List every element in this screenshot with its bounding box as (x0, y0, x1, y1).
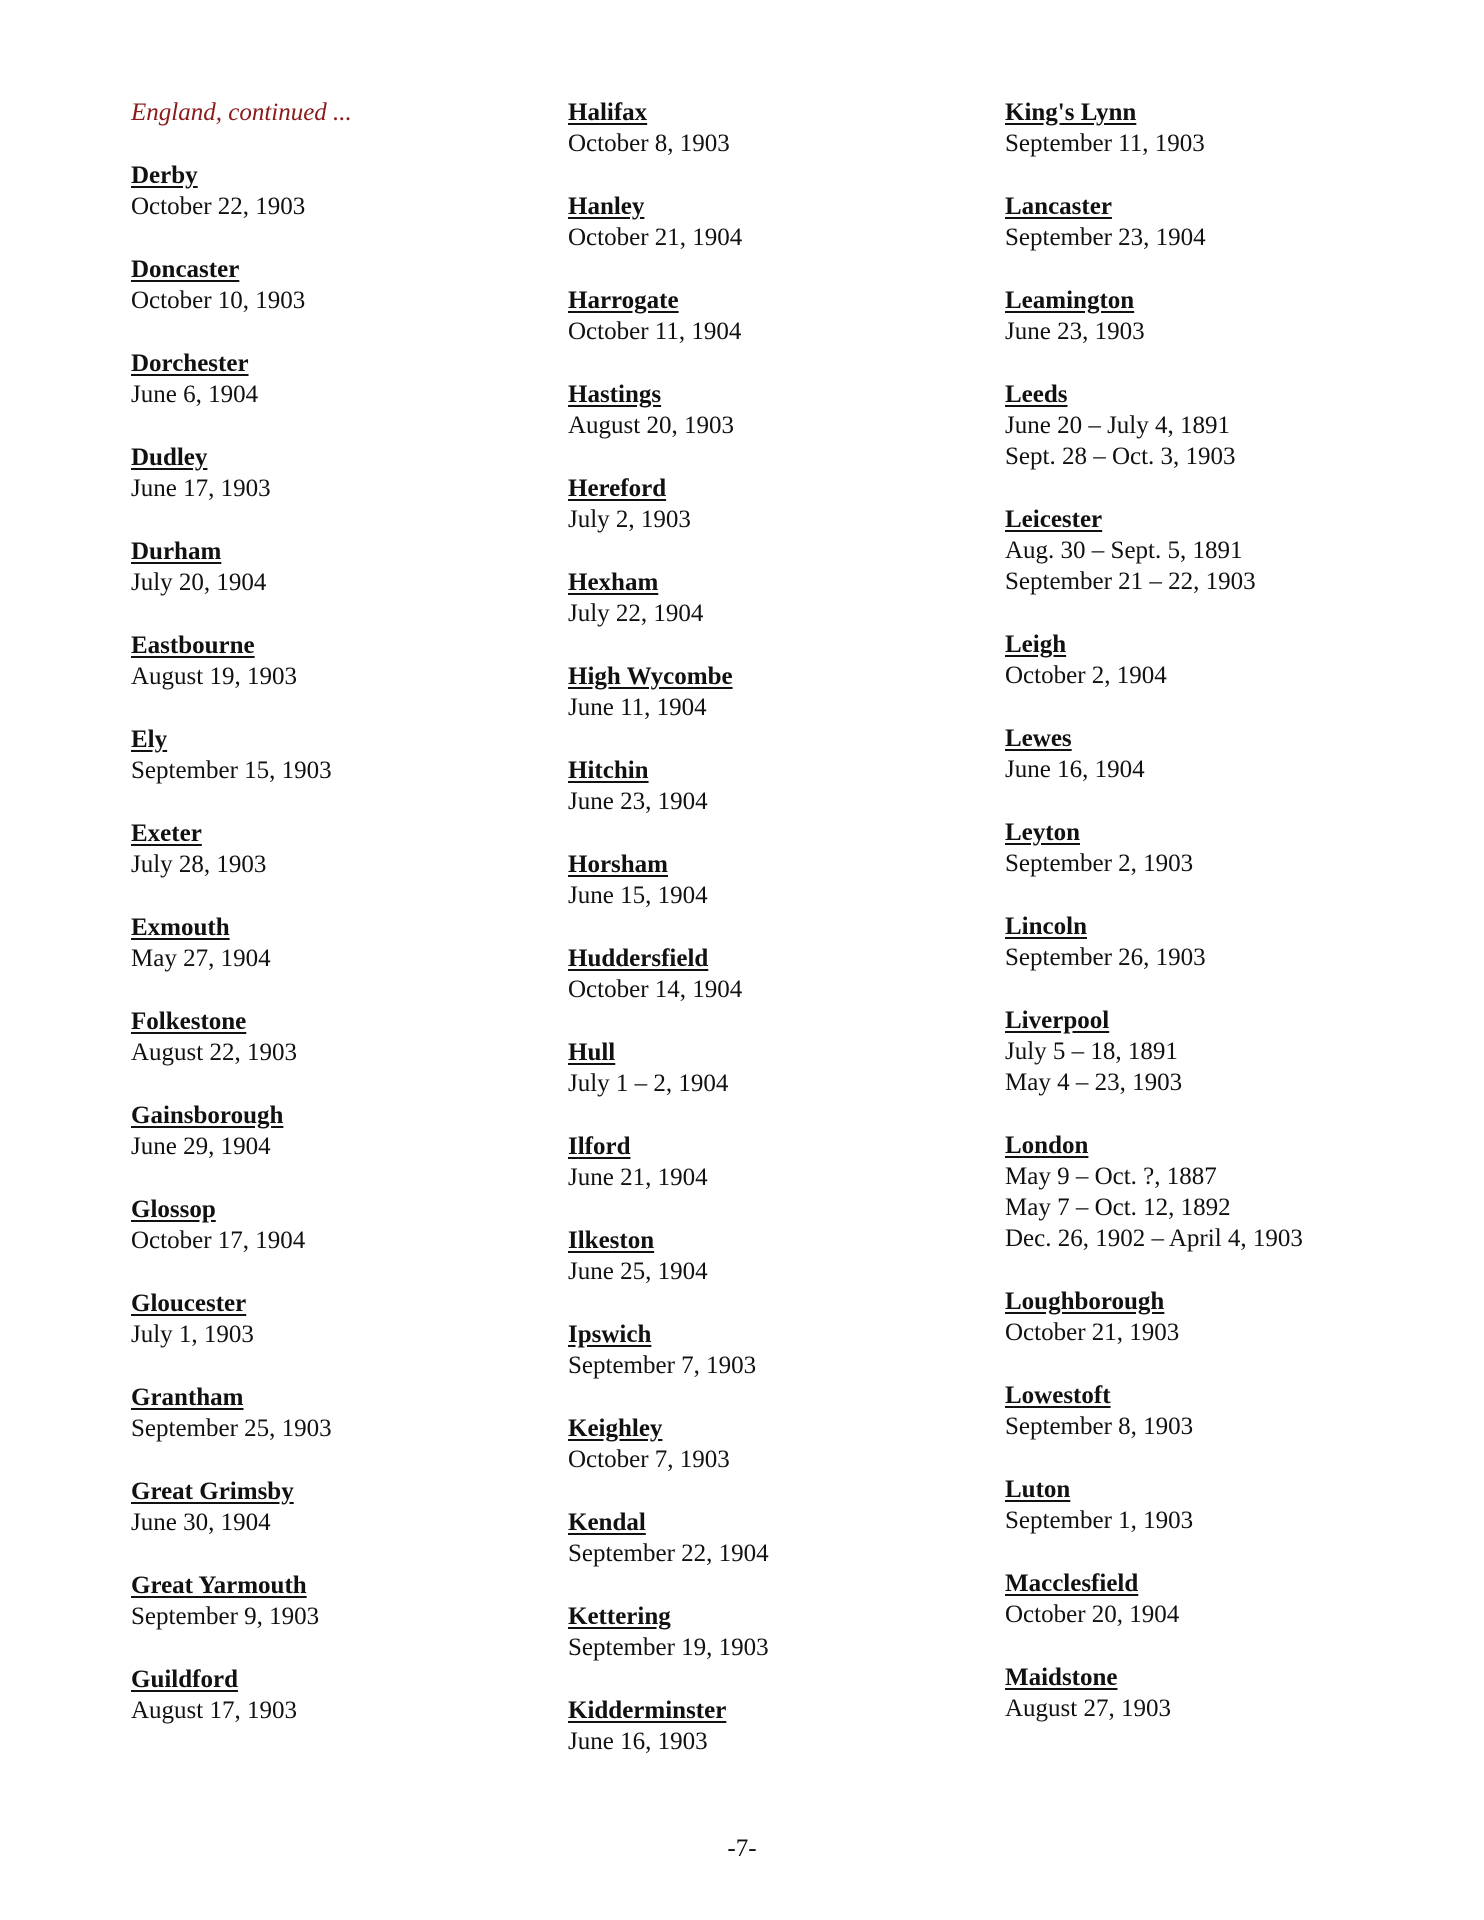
city-name: Hitchin (568, 757, 649, 784)
city-name: Harrogate (568, 287, 679, 314)
visit-date: October 21, 1904 (568, 224, 743, 251)
visit-date: August 19, 1903 (131, 663, 297, 690)
city-name: Ely (131, 726, 168, 753)
visit-date: September 25, 1903 (131, 1415, 332, 1442)
visit-date: October 17, 1904 (131, 1227, 306, 1254)
city-name: Huddersfield (568, 945, 709, 972)
list-item (568, 191, 988, 253)
city-name: Lewes (1005, 725, 1072, 752)
visit-date: June 23, 1904 (568, 788, 708, 815)
visit-date: August 17, 1903 (131, 1697, 297, 1724)
visit-date: Aug. 30 – Sept. 5, 1891 (1005, 537, 1243, 564)
visit-date: May 4 – 23, 1903 (1005, 1069, 1183, 1096)
visit-date: September 23, 1904 (1005, 224, 1206, 251)
visit-date: May 27, 1904 (131, 945, 271, 972)
visit-date: October 10, 1903 (131, 287, 306, 314)
visit-date: October 7, 1903 (568, 1446, 730, 1473)
city-name: Leamington (1005, 287, 1135, 314)
visit-date: June 30, 1904 (131, 1509, 271, 1536)
visit-date: June 29, 1904 (131, 1133, 271, 1160)
city-name: Liverpool (1005, 1007, 1110, 1034)
visit-date: May 7 – Oct. 12, 1892 (1005, 1194, 1231, 1221)
visit-date: October 21, 1903 (1005, 1319, 1180, 1346)
list-item (131, 1570, 551, 1632)
city-name: Leyton (1005, 819, 1080, 846)
column-2 (568, 97, 988, 1789)
city-name: Kendal (568, 1509, 646, 1536)
list-item (131, 724, 551, 786)
visit-date: July 5 – 18, 1891 (1005, 1038, 1178, 1065)
city-name: Glossop (131, 1196, 216, 1223)
city-name: Macclesfield (1005, 1570, 1139, 1597)
list-item (568, 567, 988, 629)
city-name: Dudley (131, 444, 208, 471)
city-name: Exmouth (131, 914, 230, 941)
city-name: Gloucester (131, 1290, 247, 1317)
list-item (568, 1319, 988, 1381)
visit-date: October 2, 1904 (1005, 662, 1167, 689)
list-item (568, 379, 988, 441)
city-name: Leeds (1005, 381, 1068, 408)
list-item (568, 285, 988, 347)
page-number: -7- (727, 1835, 757, 1862)
list-item (568, 1225, 988, 1287)
list-item (568, 755, 988, 817)
visit-date: July 1, 1903 (131, 1321, 254, 1348)
city-name: Horsham (568, 851, 668, 878)
city-name: Leicester (1005, 506, 1103, 533)
visit-date: June 16, 1903 (568, 1728, 708, 1755)
list-item (131, 818, 551, 880)
city-name: Lowestoft (1005, 1382, 1111, 1409)
city-name: Halifax (568, 99, 648, 126)
list-item (1005, 1474, 1425, 1536)
visit-date: July 2, 1903 (568, 506, 691, 533)
list-item (1005, 285, 1425, 347)
visit-date: June 25, 1904 (568, 1258, 708, 1285)
list-item (1005, 97, 1425, 159)
visit-date: September 7, 1903 (568, 1352, 757, 1379)
visit-date: May 9 – Oct. ?, 1887 (1005, 1163, 1217, 1190)
list-item (1005, 817, 1425, 879)
city-name: Maidstone (1005, 1664, 1118, 1691)
city-name: Doncaster (131, 256, 240, 283)
list-item (131, 1288, 551, 1350)
list-item (1005, 379, 1425, 472)
list-item (568, 1507, 988, 1569)
visit-date: September 8, 1903 (1005, 1413, 1194, 1440)
visit-date: October 20, 1904 (1005, 1601, 1180, 1628)
visit-date: September 15, 1903 (131, 757, 332, 784)
list-item (1005, 1005, 1425, 1098)
list-item (568, 849, 988, 911)
list-item (131, 1194, 551, 1256)
visit-date: August 27, 1903 (1005, 1695, 1171, 1722)
visit-date: October 14, 1904 (568, 976, 743, 1003)
city-name: Gainsborough (131, 1102, 284, 1129)
list-item (131, 1476, 551, 1538)
city-name: London (1005, 1132, 1089, 1159)
visit-date: October 22, 1903 (131, 193, 306, 220)
list-item (1005, 1568, 1425, 1630)
list-item (568, 1037, 988, 1099)
city-name: Hexham (568, 569, 659, 596)
visit-date: June 17, 1903 (131, 475, 271, 502)
list-item (131, 912, 551, 974)
city-name: High Wycombe (568, 663, 733, 690)
list-item (1005, 504, 1425, 597)
list-item (568, 97, 988, 159)
city-name: Kidderminster (568, 1697, 727, 1724)
list-item (1005, 629, 1425, 691)
visit-date: June 16, 1904 (1005, 756, 1145, 783)
list-item (131, 348, 551, 410)
list-item (568, 1695, 988, 1757)
visit-date: June 21, 1904 (568, 1164, 708, 1191)
visit-date: September 26, 1903 (1005, 944, 1206, 971)
city-name: Guildford (131, 1666, 238, 1693)
list-item (131, 1664, 551, 1726)
list-item (131, 630, 551, 692)
visit-date: June 6, 1904 (131, 381, 259, 408)
visit-date: July 22, 1904 (568, 600, 704, 627)
list-item (568, 1131, 988, 1193)
list-item (568, 943, 988, 1005)
visit-date: June 23, 1903 (1005, 318, 1145, 345)
list-item (1005, 1130, 1425, 1254)
list-item (1005, 1286, 1425, 1348)
visit-date: September 2, 1903 (1005, 850, 1194, 877)
visit-date: June 20 – July 4, 1891 (1005, 412, 1230, 439)
visit-date: September 11, 1903 (1005, 130, 1205, 157)
list-item (568, 1601, 988, 1663)
city-name: Lincoln (1005, 913, 1087, 940)
visit-date: August 22, 1903 (131, 1039, 297, 1066)
visit-date: October 8, 1903 (568, 130, 730, 157)
list-item (568, 661, 988, 723)
city-name: Hastings (568, 381, 662, 408)
city-name: Derby (131, 162, 198, 189)
city-name: Kettering (568, 1603, 671, 1630)
visit-date: Sept. 28 – Oct. 3, 1903 (1005, 443, 1236, 470)
visit-date: September 21 – 22, 1903 (1005, 568, 1256, 595)
visit-date: July 28, 1903 (131, 851, 267, 878)
city-name: Ipswich (568, 1321, 652, 1348)
city-name: Keighley (568, 1415, 663, 1442)
list-item (131, 536, 551, 598)
visit-date: September 19, 1903 (568, 1634, 769, 1661)
list-item (568, 473, 988, 535)
column-3 (1005, 97, 1425, 1756)
list-item (131, 442, 551, 504)
list-item (131, 1006, 551, 1068)
list-item (1005, 911, 1425, 973)
list-item (1005, 723, 1425, 785)
visit-date: September 1, 1903 (1005, 1507, 1194, 1534)
list-item (1005, 1380, 1425, 1442)
visit-date: July 20, 1904 (131, 569, 267, 596)
city-name: Ilkeston (568, 1227, 655, 1254)
list-item (1005, 191, 1425, 253)
city-name: Hull (568, 1039, 616, 1066)
visit-date: September 22, 1904 (568, 1540, 769, 1567)
city-name: Great Grimsby (131, 1478, 294, 1505)
city-name: King's Lynn (1005, 99, 1137, 126)
city-name: Eastbourne (131, 632, 255, 659)
city-name: Hanley (568, 193, 645, 220)
visit-date: June 15, 1904 (568, 882, 708, 909)
list-item (131, 1382, 551, 1444)
city-name: Luton (1005, 1476, 1071, 1503)
city-name: Ilford (568, 1133, 631, 1160)
visit-date: September 9, 1903 (131, 1603, 320, 1630)
visit-date: October 11, 1904 (568, 318, 742, 345)
city-name: Leigh (1005, 631, 1067, 658)
city-name: Dorchester (131, 350, 249, 377)
city-name: Loughborough (1005, 1288, 1165, 1315)
city-name: Grantham (131, 1384, 244, 1411)
city-name: Lancaster (1005, 193, 1112, 220)
city-name: Great Yarmouth (131, 1572, 307, 1599)
continuation-note: England, continued ... (131, 99, 352, 126)
list-item (1005, 1662, 1425, 1724)
list-item (568, 1413, 988, 1475)
column-1 (131, 97, 551, 1758)
city-name: Durham (131, 538, 222, 565)
visit-date: Dec. 26, 1902 – April 4, 1903 (1005, 1225, 1303, 1252)
city-name: Exeter (131, 820, 202, 847)
city-name: Hereford (568, 475, 667, 502)
list-item (131, 160, 551, 222)
visit-date: August 20, 1903 (568, 412, 734, 439)
list-item (131, 254, 551, 316)
visit-date: June 11, 1904 (568, 694, 707, 721)
visit-date: July 1 – 2, 1904 (568, 1070, 729, 1097)
list-item (131, 1100, 551, 1162)
city-name: Folkestone (131, 1008, 247, 1035)
